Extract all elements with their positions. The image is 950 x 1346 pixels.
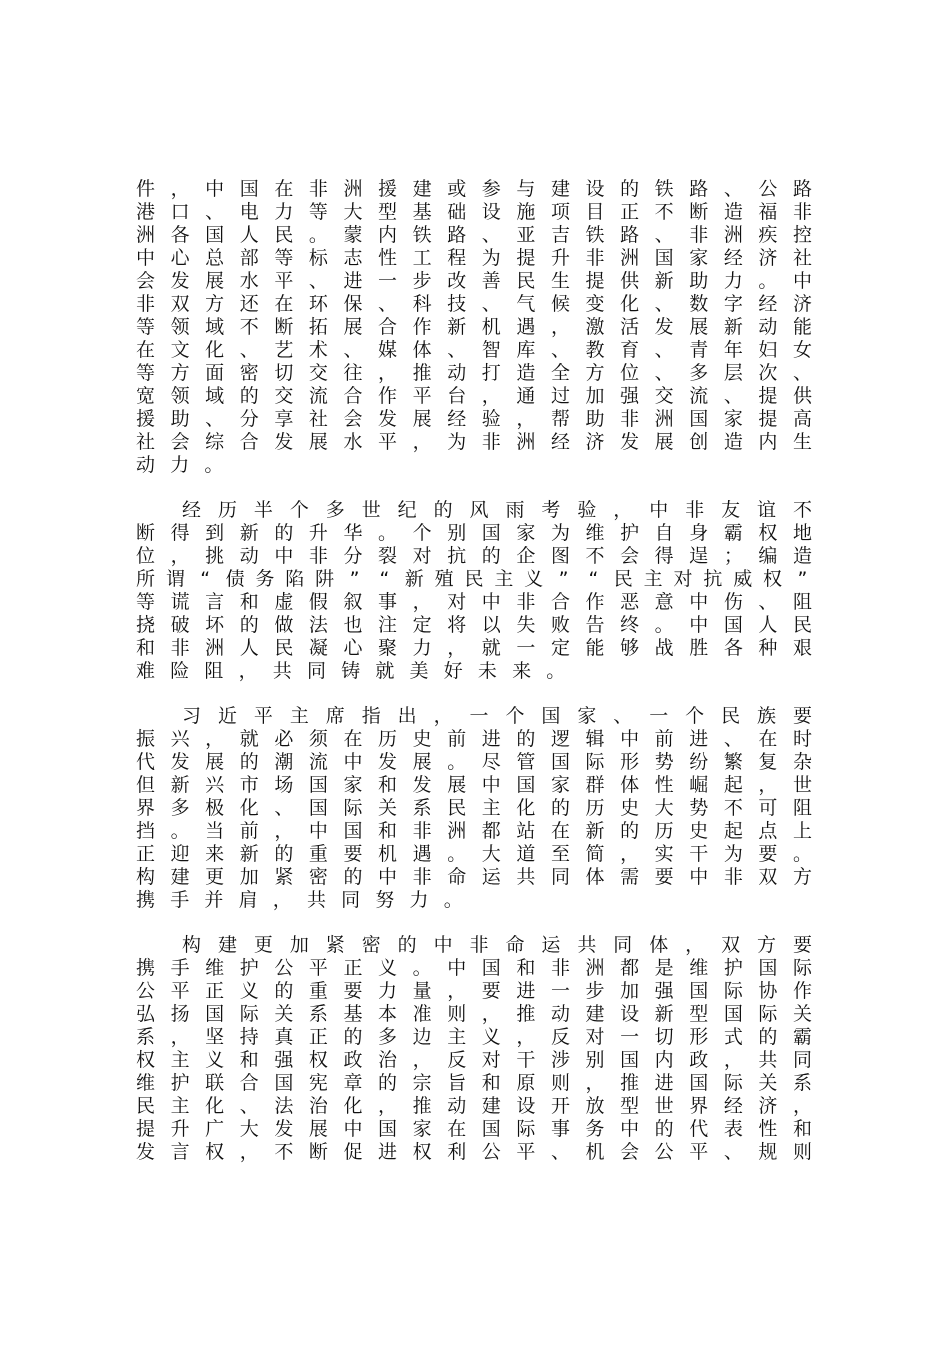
text-line: 等 方 面 密 切 交 往 ， 推 动 打 造 全 方 位 、 多 层 次 、 — [136, 362, 812, 384]
text-line: 等 谎 言 和 虚 假 叙 事 ， 对 中 非 合 作 恶 意 中 伤 、 阻 — [136, 591, 812, 613]
text-line: 权 主 义 和 强 权 政 治 ， 反 对 干 涉 别 国 内 政 ， 共 同 — [136, 1049, 812, 1071]
text-line: 携 手 并 肩 ， 共 同 努 力 。 — [136, 889, 463, 911]
text-line: 构 建 更 加 紧 密 的 中 非 命 运 共 同 体 需 要 中 非 双 方 — [136, 866, 812, 888]
paragraph-gap — [136, 477, 812, 499]
text-line: 弘 扬 国 际 关 系 基 本 准 则 ， 推 动 建 设 新 型 国 际 关 — [136, 1003, 812, 1025]
text-line: 宽 领 域 的 交 流 合 作 平 台 ， 通 过 加 强 交 流 、 提 供 — [136, 385, 812, 407]
text-line: 非 双 方 还 在 环 保 、 科 技 、 气 候 变 化 、 数 字 经 济 — [136, 293, 812, 315]
text-line: 难 险 阻 ， 共 同 铸 就 美 好 未 来 。 — [136, 660, 566, 682]
paragraph — [136, 178, 812, 477]
text-line: 经 历 半 个 多 世 纪 的 风 雨 考 验 ， 中 非 友 谊 不 — [182, 499, 812, 521]
text-line: 系 ， 坚 持 真 正 的 多 边 主 义 ， 反 对 一 切 形 式 的 霸 — [136, 1026, 812, 1048]
text-line: 维 护 联 合 国 宪 章 的 宗 旨 和 原 则 ， 推 进 国 际 关 系 — [136, 1072, 812, 1094]
text-line: 挡 。 当 前 ， 中 国 和 非 洲 都 站 在 新 的 历 史 起 点 上 — [136, 820, 812, 842]
text-line: 构 建 更 加 紧 密 的 中 非 命 运 共 同 体 ， 双 方 要 — [182, 934, 812, 956]
text-line: 和 非 洲 人 民 凝 心 聚 力 ， 就 一 定 能 够 战 胜 各 种 艰 — [136, 637, 812, 659]
paragraph — [136, 705, 812, 912]
text-line: 发 言 权 ， 不 断 促 进 权 利 公 平 、 机 会 公 平 、 规 则 — [136, 1141, 812, 1163]
text-line: 洲 各 国 人 民 。 蒙 内 铁 路 、 亚 吉 铁 路 、 非 洲 疾 控 — [136, 224, 812, 246]
text-line: 动 力 。 — [136, 454, 224, 476]
paragraph-gap — [136, 912, 812, 934]
text-line: 界 多 极 化 、 国 际 关 系 民 主 化 的 历 史 大 势 不 可 阻 — [136, 797, 812, 819]
paragraph-gap — [136, 683, 812, 705]
text-line: 援 助 、 分 享 社 会 发 展 经 验 ， 帮 助 非 洲 国 家 提 高 — [136, 408, 812, 430]
text-line: 会 发 展 水 平 、 进 一 步 改 善 民 生 提 供 新 助 力 。 中 — [136, 270, 812, 292]
text-line: 公 平 正 义 的 重 要 力 量 ， 要 进 一 步 加 强 国 际 协 作 — [136, 980, 812, 1002]
body-text — [136, 178, 812, 1164]
text-line: 中 心 总 部 等 标 志 性 工 程 为 提 升 非 洲 国 家 经 济 社 — [136, 247, 812, 269]
text-line: 社 会 综 合 发 展 水 平 ， 为 非 洲 经 济 发 展 创 造 内 生 — [136, 431, 812, 453]
text-line: 民 主 化 、 法 治 化 ， 推 动 建 设 开 放 型 世 界 经 济 ， — [136, 1095, 812, 1117]
text-line: 件 ， 中 国 在 非 洲 援 建 或 参 与 建 设 的 铁 路 、 公 路 — [136, 178, 812, 200]
text-line: 挠 破 坏 的 做 法 也 注 定 将 以 失 败 告 终 。 中 国 人 民 — [136, 614, 812, 636]
paragraph — [136, 934, 812, 1164]
text-line: 在 文 化 、 艺 术 、 媒 体 、 智 库 、 教 育 、 青 年 妇 女 — [136, 339, 812, 361]
text-line: 携 手 维 护 公 平 正 义 。 中 国 和 非 洲 都 是 维 护 国 际 — [136, 957, 812, 979]
text-line: 所 谓 “ 债 务 陷 阱 ” “ 新 殖 民 主 义 ” “ 民 主 对 抗 威 权 ” — [136, 568, 808, 590]
text-line: 断 得 到 新 的 升 华 。 个 别 国 家 为 维 护 自 身 霸 权 地 — [136, 522, 812, 544]
text-line: 提 升 广 大 发 展 中 国 家 在 国 际 事 务 中 的 代 表 性 和 — [136, 1118, 812, 1140]
paragraph — [136, 499, 812, 683]
text-line: 习 近 平 主 席 指 出 ， 一 个 国 家 、 一 个 民 族 要 — [182, 705, 812, 727]
text-line: 正 迎 来 新 的 重 要 机 遇 。 大 道 至 简 ， 实 干 为 要 。 — [136, 843, 812, 865]
text-line: 振 兴 ， 就 必 须 在 历 史 前 进 的 逻 辑 中 前 进 、 在 时 — [136, 728, 812, 750]
text-line: 位 ， 挑 动 中 非 分 裂 对 抗 的 企 图 不 会 得 逞 ； 编 造 — [136, 545, 812, 567]
text-line: 代 发 展 的 潮 流 中 发 展 。 尽 管 国 际 形 势 纷 繁 复 杂 — [136, 751, 812, 773]
text-line: 等 领 域 不 断 拓 展 合 作 新 机 遇 ， 激 活 发 展 新 动 能 — [136, 316, 812, 338]
text-line: 港 口 、 电 力 等 大 型 基 础 设 施 项 目 正 不 断 造 福 非 — [136, 201, 812, 223]
text-line: 但 新 兴 市 场 国 家 和 发 展 中 国 家 群 体 性 崛 起 ， 世 — [136, 774, 812, 796]
